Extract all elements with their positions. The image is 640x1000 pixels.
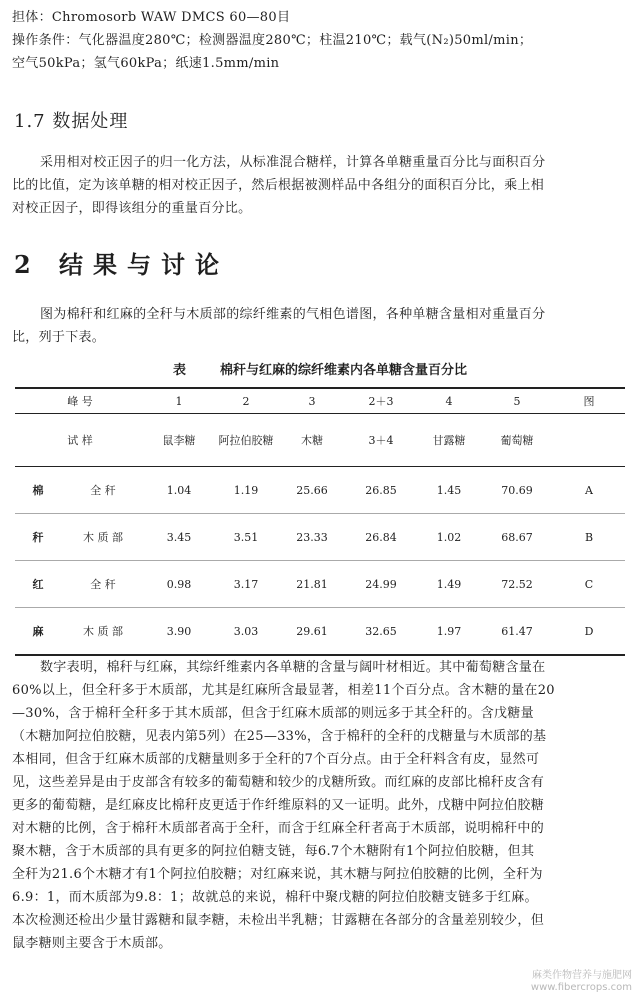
plant-label: 秆 xyxy=(15,514,61,561)
table-cell: A xyxy=(585,483,593,497)
operating-conditions xyxy=(12,6,628,75)
text-line: —30%，含于棉秆全秆多于其木质部，但含于红麻木质部的则远多于其全秆的。含戊糖量 xyxy=(12,706,534,721)
table-row xyxy=(15,608,625,656)
table-header-row-peak xyxy=(15,388,625,414)
table-title: 棉秆与红麻的综纤维素内各单糖含量百分比 xyxy=(220,363,468,378)
table-cell: B xyxy=(553,514,625,561)
text-line: 本次检测还检出少量甘露糖和鼠李糖，未检出半乳糖；甘露糖在各部分的含量差别较少，但 xyxy=(12,913,545,928)
table-cell: 3.51 xyxy=(213,514,279,561)
table-cell: 图 xyxy=(553,388,625,414)
table-cell: 26.84 xyxy=(345,514,417,561)
text-line: 操作条件：气化器温度280℃；检测器温度280℃；柱温210℃；载气(N₂)50ml/min； xyxy=(12,33,533,48)
plant-label: 麻 xyxy=(15,608,61,656)
results-intro-paragraph xyxy=(12,303,628,349)
table-cell: 5 xyxy=(481,388,553,414)
table-header-row-sugar xyxy=(15,414,625,467)
table-cell: 29.61 xyxy=(279,608,345,656)
table-cell: 木糖 xyxy=(279,414,345,467)
table-cell: 3.03 xyxy=(213,608,279,656)
text-line: 采用相对校正因子的归一化方法，从标准混合糖样，计算各单糖重量百分比与面积百分 xyxy=(40,155,546,170)
table-cell: 70.69 xyxy=(501,483,533,497)
watermark-line: 麻类作物营养与施肥网 xyxy=(532,970,632,981)
text-line: 空气50kPa；氢气60kPa；纸速1.5mm/min xyxy=(12,56,280,71)
table-cell: 25.66 xyxy=(296,483,328,497)
table-cell: 0.98 xyxy=(145,561,213,608)
table-row xyxy=(15,514,625,561)
table-caption xyxy=(0,359,640,378)
table-cell: 2 xyxy=(213,388,279,414)
table-cell: D xyxy=(553,608,625,656)
text-line: 60%以上，但全秆多于木质部，尤其是红麻所含最显著，相差11个百分点。含木糖的量在20 xyxy=(12,683,555,698)
sample-part: 全 秆 xyxy=(90,484,116,497)
table-cell: 1.97 xyxy=(417,608,481,656)
table-cell: 甘露糖 xyxy=(417,414,481,467)
discussion-paragraph xyxy=(12,656,628,955)
table-cell: 3.90 xyxy=(145,608,213,656)
text-line: 对校正因子，即得该组分的重量百分比。 xyxy=(12,201,252,216)
table-cell: 鼠李糖 xyxy=(145,414,213,467)
table-cell: 葡萄糖 xyxy=(481,414,553,467)
site-watermark xyxy=(531,970,632,994)
text-line: 本相同，但含于红麻木质部的戊糖量则多于全秆的7个百分点。由于全秆料含有皮，显然可 xyxy=(12,752,540,767)
data-processing-paragraph xyxy=(12,151,628,220)
text-line: 全秆为21.6个木糖才有1个阿拉伯胶糖；对红麻来说，其木糖与阿拉伯胶糖的比例，全秆为 xyxy=(12,867,543,882)
text-line: 图为棉秆和红麻的全秆与木质部的综纤维素的气相色谱图，各种单糖含量相对重量百分 xyxy=(40,307,546,322)
table-cell: 3＋4 xyxy=(345,414,417,467)
table-cell: 4 xyxy=(417,388,481,414)
text-line: 担体：Chromosorb WAW DMCS 60—80目 xyxy=(12,10,291,25)
table-cell: 3.45 xyxy=(145,514,213,561)
table-cell: C xyxy=(553,561,625,608)
section-heading-1-7: 1.7 数据处理 xyxy=(14,111,129,132)
table-cell: 1.45 xyxy=(436,483,462,497)
sample-part: 木 质 部 xyxy=(61,514,145,561)
plant-label: 棉 xyxy=(32,484,44,497)
sample-label: 试 样 xyxy=(15,414,145,467)
text-line: 对木糖的比例，含于棉秆木质部者高于全秆，而含于红麻全秆者高于木质部，说明棉秆中的 xyxy=(12,821,545,836)
table-cell: 3 xyxy=(279,388,345,414)
table-cell: 3.17 xyxy=(213,561,279,608)
table-row xyxy=(15,561,625,608)
table-cell: 1.49 xyxy=(417,561,481,608)
table-cell: 26.85 xyxy=(365,483,397,497)
text-line: 比的比值，定为该单糖的相对校正因子，然后根据被测样品中各组分的面积百分比，乘上相 xyxy=(12,178,545,193)
section-heading-2: 2 结果与讨论 xyxy=(14,250,230,279)
table-label: 表 xyxy=(172,363,186,378)
plant-label: 红 xyxy=(15,561,61,608)
sample-part: 木 质 部 xyxy=(61,608,145,656)
table-cell: 23.33 xyxy=(279,514,345,561)
table-cell: 24.99 xyxy=(345,561,417,608)
table-cell: 1.04 xyxy=(166,483,192,497)
peak-label: 峰 号 xyxy=(15,388,145,414)
text-line: 数字表明，棉秆与红麻，其综纤维素内各单糖的含量与阔叶材相近。其中葡萄糖含量在 xyxy=(40,660,546,675)
text-line: 更多的葡萄糖，是红麻皮比棉秆皮更适于作纤维原料的又一证明。此外，戊糖中阿拉伯胶糖 xyxy=(12,798,545,813)
watermark-line: www.fibercrops.com xyxy=(530,982,632,993)
table-cell: 32.65 xyxy=(345,608,417,656)
table-cell xyxy=(553,414,625,467)
sample-part: 全 秆 xyxy=(61,561,145,608)
text-line: 聚木糖，含于木质部的具有更多的阿拉伯糖支链，每6.7个木糖附有1个阿拉伯胶糖，但其 xyxy=(12,844,535,859)
table-cell: 72.52 xyxy=(481,561,553,608)
table-cell: 61.47 xyxy=(481,608,553,656)
table-cell: 68.67 xyxy=(481,514,553,561)
table-cell: 1.19 xyxy=(233,483,259,497)
table-cell: 2＋3 xyxy=(345,388,417,414)
text-line: 见，这些差异是由于皮部含有较多的葡萄糖和较少的戊糖所致。而红麻的皮部比棉秆皮含有 xyxy=(12,775,545,790)
sugar-content-table xyxy=(15,387,625,656)
text-line: 6.9：1，而木质部为9.8：1；故就总的来说，棉秆中聚戊糖的阿拉伯胶糖支链多于红麻。 xyxy=(12,890,538,905)
table-cell: 21.81 xyxy=(279,561,345,608)
text-line: 鼠李糖则主要含于木质部。 xyxy=(12,936,172,951)
text-line: 比，列于下表。 xyxy=(12,330,106,345)
table-cell: 阿拉伯胶糖 xyxy=(213,414,279,467)
table-cell: 1.02 xyxy=(417,514,481,561)
table-row xyxy=(15,467,625,514)
table-cell: 1 xyxy=(145,388,213,414)
text-line: （木糖加阿拉伯胶糖，见表内第5列）在25—33%，含于棉秆的全秆的戊糖量与木质部的基 xyxy=(12,729,547,744)
